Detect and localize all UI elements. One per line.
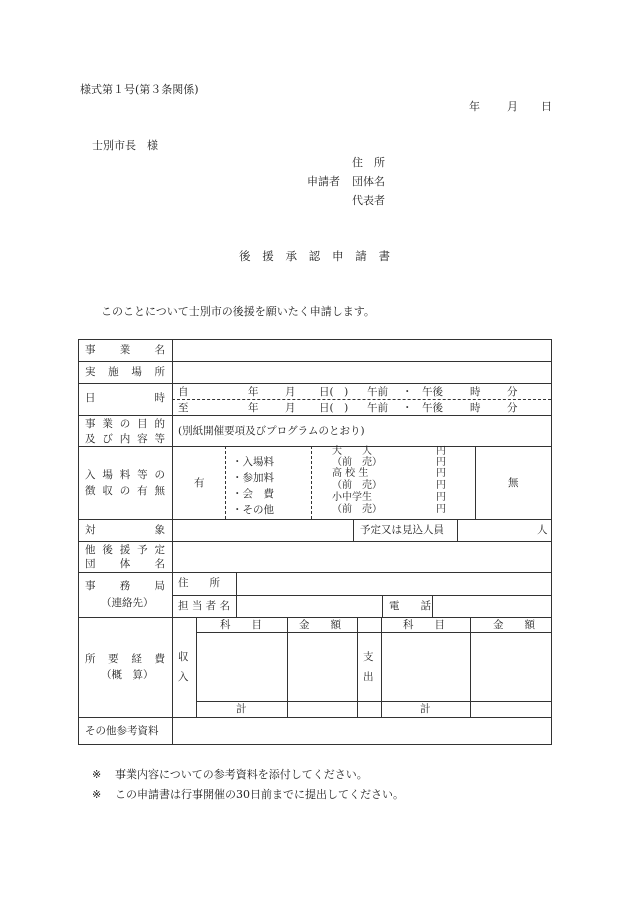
fee-category-adult: 大 人 <box>332 446 372 457</box>
to-label: 至 <box>178 402 189 414</box>
fee-item-admission: ・入場料 <box>232 456 274 468</box>
from-dot: ・ <box>402 386 413 398</box>
to-day: 日( ) <box>319 402 349 414</box>
fee-category-advance: （前 売） <box>332 457 382 468</box>
to-year: 年 <box>248 402 259 414</box>
fee-item-participation: ・参加料 <box>232 472 274 484</box>
date-month-label: 月 <box>507 100 518 113</box>
expense-label-char: 支 <box>363 651 374 663</box>
datetime-label: 日 時 <box>85 392 165 404</box>
from-hour: 時 <box>470 386 481 398</box>
fee-label-line1: 入 場 料 等 の <box>85 469 165 481</box>
from-day: 日( ) <box>319 386 349 398</box>
income-item-header: 科 目 <box>220 619 262 631</box>
addressee: 士別市長 様 <box>92 139 158 152</box>
income-total-label: 計 <box>236 703 247 715</box>
row-divider <box>196 701 551 702</box>
applicant-label: 申請者 <box>307 175 340 188</box>
to-am: 午前 <box>367 402 388 414</box>
yen-unit: 円 <box>436 492 446 503</box>
label-column-divider <box>172 340 173 744</box>
office-sub-label: （連絡先） <box>101 597 154 609</box>
date-year-label: 年 <box>469 100 480 113</box>
purpose-label-line1: 事 業 の 目 的 <box>85 418 165 430</box>
row-divider <box>79 717 551 718</box>
note-mark: ※ <box>92 788 102 801</box>
fee-label-line2: 徴 収 の 有 無 <box>85 485 165 497</box>
col-divider <box>353 519 354 541</box>
form-number: 様式第１号(第３条関係) <box>80 83 199 96</box>
yen-unit: 円 <box>436 457 446 468</box>
application-table <box>78 339 552 745</box>
income-label-char: 収 <box>178 651 189 663</box>
other-support-label-line2: 団 体 名 <box>85 558 165 570</box>
yen-unit: 円 <box>436 446 446 457</box>
row-divider <box>79 383 551 384</box>
to-minute: 分 <box>507 402 518 414</box>
representative-label: 代表者 <box>352 194 385 207</box>
col-divider <box>432 595 433 617</box>
event-name-label: 事 業 名 <box>85 344 165 356</box>
col-divider <box>287 617 288 717</box>
target-label: 対 象 <box>85 524 165 536</box>
to-hour: 時 <box>470 402 481 414</box>
col-divider-dashed <box>311 446 312 519</box>
fee-no: 無 <box>508 477 519 489</box>
address-label: 住 所 <box>352 156 385 169</box>
row-divider <box>79 541 551 542</box>
group-name-label: 団体名 <box>352 175 385 188</box>
row-divider <box>79 572 551 573</box>
yen-unit: 円 <box>436 504 446 515</box>
col-divider-dashed <box>225 446 226 519</box>
from-pm: 午後 <box>422 386 443 398</box>
yen-unit: 円 <box>436 468 446 479</box>
from-label: 自 <box>178 386 189 398</box>
expense-total-label: 計 <box>420 703 431 715</box>
col-divider <box>236 572 237 617</box>
expense-label-char: 出 <box>363 671 374 683</box>
fee-category-advance: （前 売） <box>332 480 382 491</box>
to-month: 月 <box>285 402 296 414</box>
row-divider <box>79 415 551 416</box>
col-divider <box>196 617 197 717</box>
expected-attendance-label: 予定又は見込人員 <box>360 524 444 536</box>
from-month: 月 <box>285 386 296 398</box>
budget-label-line2: （概 算） <box>101 669 154 681</box>
row-divider-dashed <box>172 399 551 400</box>
date-day-label: 日 <box>541 100 552 113</box>
from-minute: 分 <box>507 386 518 398</box>
income-amount-header: 金 額 <box>299 619 341 631</box>
row-divider <box>79 361 551 362</box>
col-divider <box>381 617 382 717</box>
col-divider <box>357 617 358 717</box>
from-year: 年 <box>248 386 259 398</box>
purpose-label-line2: 及 び 内 容 等 <box>85 433 165 445</box>
fee-category-student: 小中学生 <box>332 492 372 503</box>
office-label: 事 務 局 <box>85 580 165 592</box>
to-dot: ・ <box>402 402 413 414</box>
row-divider <box>79 617 551 618</box>
to-pm: 午後 <box>422 402 443 414</box>
purpose-value: (別紙開催要項及びプログラムのとおり) <box>178 425 365 437</box>
other-support-label-line1: 他 後 援 予 定 <box>85 544 165 556</box>
office-address-label: 住 所 <box>178 577 220 589</box>
row-divider <box>172 595 551 596</box>
person-unit: 人 <box>537 524 548 536</box>
note-submission-deadline: この申請書は行事開催の30日前までに提出してください。 <box>115 788 404 801</box>
col-divider <box>457 519 458 541</box>
row-divider <box>79 446 551 447</box>
note-attach-materials: 事業内容についての参考資料を添付してください。 <box>115 768 368 781</box>
note-mark: ※ <box>92 768 102 781</box>
row-divider <box>196 632 551 633</box>
venue-label: 実 施 場 所 <box>85 366 165 378</box>
fee-item-other: ・その他 <box>232 504 274 516</box>
col-divider <box>470 617 471 717</box>
other-documents-label: その他参考資料 <box>85 725 159 737</box>
fee-item-membership: ・会 費 <box>232 488 274 500</box>
yen-unit: 円 <box>436 480 446 491</box>
col-divider <box>475 446 476 519</box>
from-am: 午前 <box>367 386 388 398</box>
fee-category-advance: （前 売） <box>332 504 382 515</box>
office-contact-label: 担 当 者 名 <box>178 600 231 612</box>
row-divider <box>79 519 551 520</box>
expense-amount-header: 金 額 <box>493 619 535 631</box>
document-title: 後 援 承 認 申 請 書 <box>239 249 390 263</box>
budget-label-line1: 所 要 経 費 <box>85 653 165 665</box>
col-divider <box>382 595 383 617</box>
expense-item-header: 科 目 <box>403 619 445 631</box>
intro-text: このことについて士別市の後援を願いたく申請します。 <box>101 305 375 318</box>
fee-yes: 有 <box>194 477 205 489</box>
fee-category-highschool: 高 校 生 <box>332 468 369 479</box>
office-phone-label: 電 話 <box>389 600 431 612</box>
income-label-char: 入 <box>178 671 189 683</box>
